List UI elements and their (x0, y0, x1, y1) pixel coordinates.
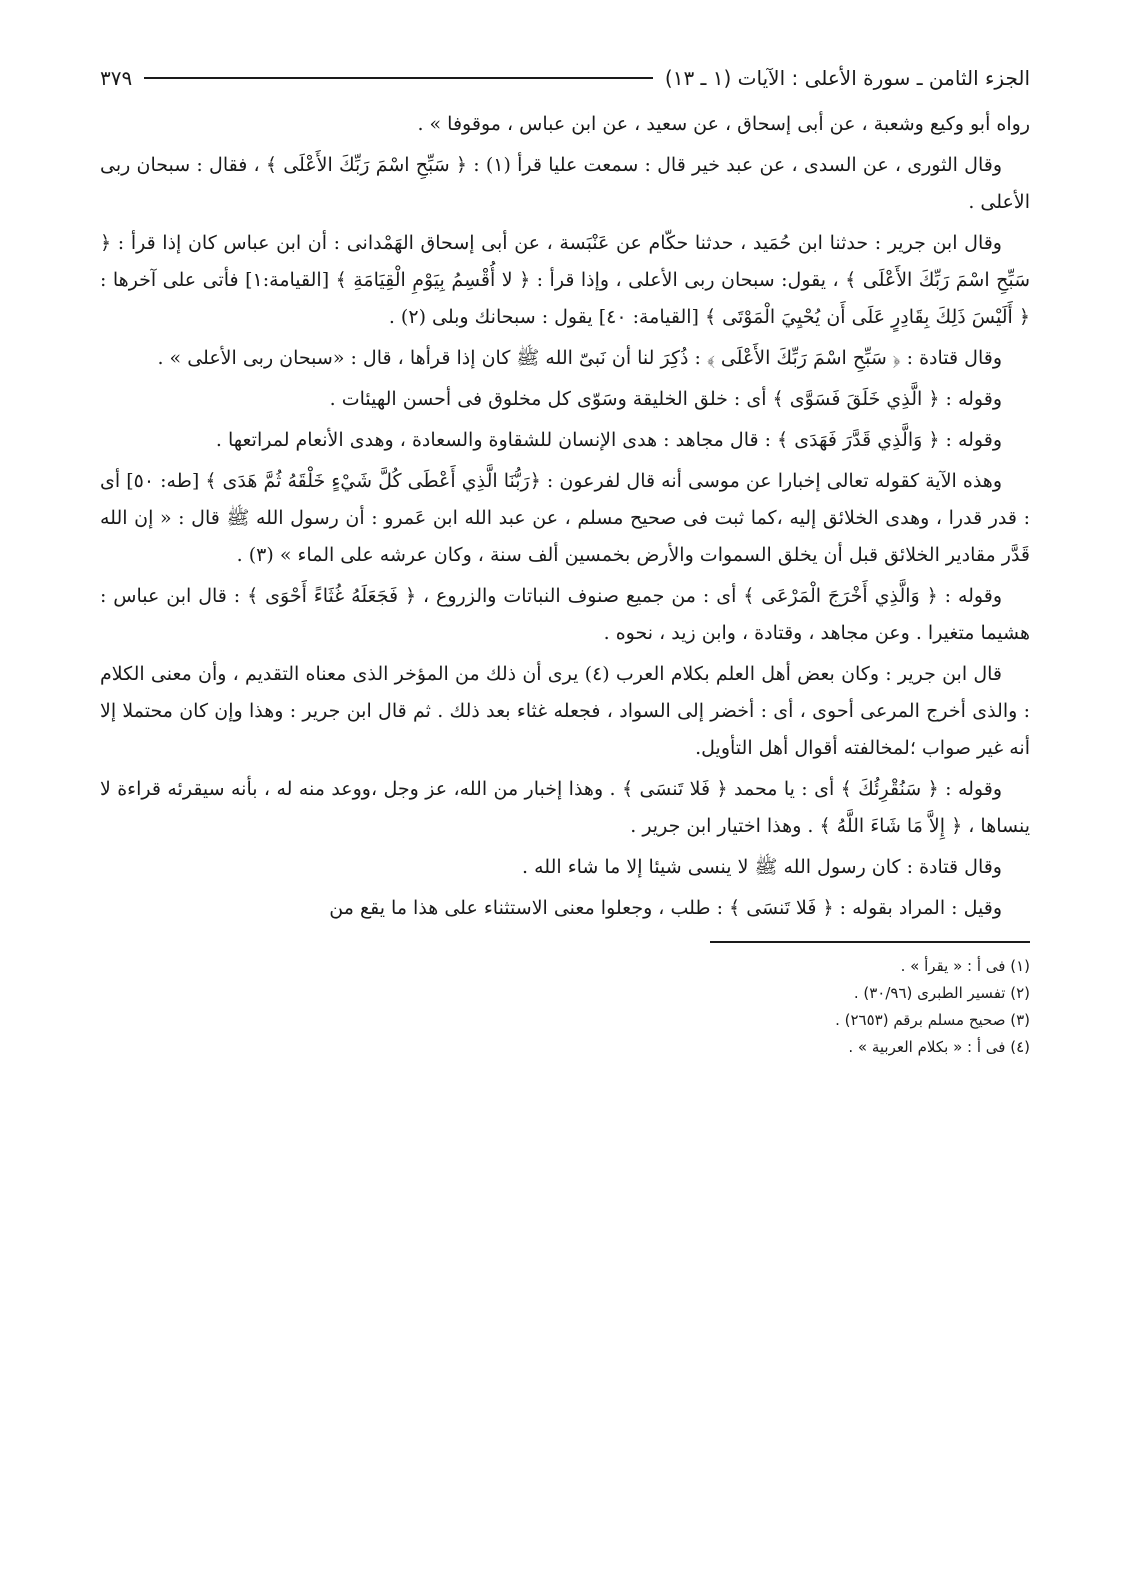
body-text (100, 106, 1030, 927)
footnotes (100, 953, 1030, 1061)
paragraph: وقال قتادة : ﴿ سَبِّحِ اسْمَ رَبِّكَ الأَعْلَى ﴾ : ذُكِرَ لنا أن نَبىّ الله ﷺ كان إذا قرأها ، قال : «سبحان ربى الأعلى » . (157, 347, 1002, 369)
paragraph: قال ابن جرير : وكان بعض أهل العلم بكلام العرب (٤) يرى أن ذلك من المؤخر الذى معناه التقديم ، وأن معنى الكلام : والذى أخرج المرعى أحوى ، أى : أخضر إلى السواد ، فجعله غثاء بعد ذلك . ثم قال ابن جرير : وهذا وإن كان محتملا إلا أنه غير صواب ؛لمخالفته أقوال أهل التأويل. (100, 663, 1030, 759)
header-title: الجزء الثامن ـ سورة الأعلى : الآيات (١ ـ ١٣) (664, 66, 1030, 90)
paragraph: وقوله : ﴿ الَّذِي خَلَقَ فَسَوَّى ﴾ أى : خلق الخليقة وسَوّى كل مخلوق فى أحسن الهيئات . (329, 388, 1002, 410)
footnote: (٣) صحيح مسلم برقم (٢٦٥٣) . (835, 1011, 1030, 1029)
paragraph: وقوله : ﴿ وَالَّذِي قَدَّرَ فَهَدَى ﴾ : قال مجاهد : هدى الإنسان للشقاوة والسعادة ، وهدى الأنعام لمراتعها . (215, 429, 1002, 451)
page-number: ٣٧٩ (100, 66, 133, 90)
paragraph: وهذه الآية كقوله تعالى إخبارا عن موسى أنه قال لفرعون : ﴿رَبُّنَا الَّذِي أَعْطَى كُلَّ شَيْءٍ خَلْقَهُ ثُمَّ هَدَى ﴾ [طه: ٥٠] أى : قدر قدرا ، وهدى الخلائق إليه ،كما ثبت فى صحيح مسلم ، عن عبد الله ابن عَمرو : أن رسول الله ﷺ قال : « إن الله قَدَّر مقادير الخلائق قبل أن يخلق السموات والأرض بخمسين ألف سنة ، وكان عرشه على الماء » (٣) . (100, 470, 1030, 566)
paragraph: وقال قتادة : كان رسول الله ﷺ لا ينسى شيئا إلا ما شاء الله . (522, 856, 1002, 878)
footnote-rule (710, 941, 1030, 943)
paragraph: وقال الثورى ، عن السدى ، عن عبد خير قال : سمعت عليا قرأ (١) : ﴿ سَبِّحِ اسْمَ رَبِّكَ الأَعْلَى ﴾ ، فقال : سبحان ربى الأعلى . (100, 154, 1030, 213)
paragraph: وقيل : المراد بقوله : ﴿ فَلا تَنسَى ﴾ : طلب ، وجعلوا معنى الاستثناء على هذا ما يقع من (329, 897, 1002, 919)
footnote: (٤) فى أ : « بكلام العربية » . (848, 1038, 1030, 1056)
header-rule (144, 77, 653, 79)
paragraph: وقوله : ﴿ سَنُقْرِئُكَ ﴾ أى : يا محمد ﴿ فَلا تَنسَى ﴾ . وهذا إخبار من الله، عز وجل ،ووعد منه له ، بأنه سيقرئه قراءة لا ينساها ، ﴿ إِلاَّ مَا شَاءَ اللَّهُ ﴾ . وهذا اختيار ابن جرير . (100, 778, 1030, 837)
page (100, 58, 1030, 1061)
footnote: (٢) تفسير الطبرى (٣٠/٩٦) . (853, 984, 1030, 1002)
running-header (100, 58, 1030, 98)
paragraph: وقال ابن جرير : حدثنا ابن حُمَيد ، حدثنا حكّام عن عَنْبَسة ، عن أبى إسحاق الهَمْدانى : أن ابن عباس كان إذا قرأ : ﴿ سَبِّحِ اسْمَ رَبِّكَ الأَعْلَى ﴾ ، يقول: سبحان ربى الأعلى ، وإذا قرأ : ﴿ لا أُقْسِمُ بِيَوْمِ الْقِيَامَةِ ﴾ [القيامة:١] فأتى على آخرها : ﴿ أَلَيْسَ ذَلِكَ بِقَادِرٍ عَلَى أَن يُحْيِيَ الْمَوْتَى ﴾ [القيامة: ٤٠] يقول : سبحانك وبلى (٢) . (100, 232, 1031, 328)
paragraph: رواه أبو وكيع وشعبة ، عن أبى إسحاق ، عن سعيد ، عن ابن عباس ، موقوفا » . (417, 113, 1030, 135)
footnote: (١) فى أ : « يقرأ » . (900, 957, 1030, 975)
paragraph: وقوله : ﴿ وَالَّذِي أَخْرَجَ الْمَرْعَى ﴾ أى : من جميع صنوف النباتات والزروع ، ﴿ فَجَعَلَهُ غُثَاءً أَحْوَى ﴾ : قال ابن عباس : هشيما متغيرا . وعن مجاهد ، وقتادة ، وابن زيد ، نحوه . (100, 585, 1030, 644)
